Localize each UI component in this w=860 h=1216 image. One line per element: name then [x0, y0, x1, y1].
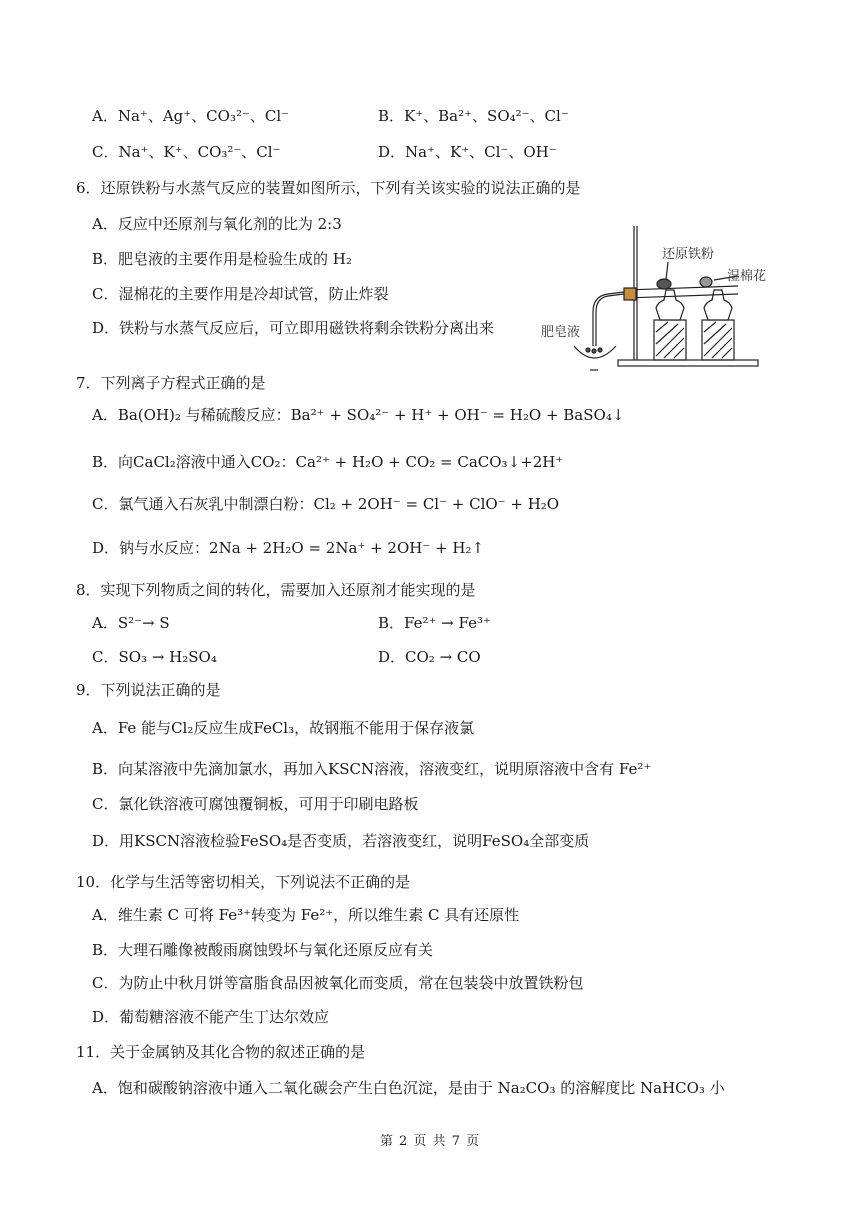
q8-stem: 8．实现下列物质之间的转化，需要加入还原剂才能实现的是 [76, 581, 476, 599]
q6-option-d: D．铁粉与水蒸气反应后，可立即用磁铁将剩余铁粉分离出来 [92, 319, 495, 337]
q5-option-a: A．Na⁺、Ag⁺、CO₃²⁻、Cl⁻ [92, 107, 290, 125]
q7-option-c: C．氯气通入石灰乳中制漂白粉：Cl₂ + 2OH⁻ = Cl⁻ + ClO⁻ + H₂O [92, 495, 560, 513]
label-wet-cotton: 湿棉花 [727, 269, 767, 284]
q6-option-b: B．肥皂液的主要作用是检验生成的 H₂ [92, 250, 352, 268]
q10-stem: 10．化学与生活等密切相关，下列说法不正确的是 [76, 873, 411, 891]
q8-option-b: B．Fe²⁺ → Fe³⁺ [378, 614, 491, 632]
q7-option-d: D．钠与水反应：2Na + 2H₂O = 2Na⁺ + 2OH⁻ + H₂↑ [92, 539, 485, 557]
q9-option-d: D．用KSCN溶液检验FeSO₄是否变质，若溶液变红，说明FeSO₄全部变质 [92, 832, 590, 850]
q5-option-c: C．Na⁺、K⁺、CO₃²⁻、Cl⁻ [92, 143, 281, 161]
label-iron-powder: 还原铁粉 [662, 247, 715, 262]
q5-option-d: D．Na⁺、K⁺、Cl⁻、OH⁻ [378, 143, 557, 161]
q8-option-c: C．SO₃ → H₂SO₄ [92, 648, 217, 666]
q6-option-a: A．反应中还原剂与氧化剂的比为 2:3 [92, 215, 342, 233]
label-soap-solution: 肥皂液 [541, 325, 581, 340]
q11-stem: 11．关于金属钠及其化合物的叙述正确的是 [76, 1043, 366, 1061]
q7-stem: 7．下列离子方程式正确的是 [76, 374, 266, 392]
q10-option-c: C．为防止中秋月饼等富脂食品因被氧化而变质，常在包装袋中放置铁粉包 [92, 974, 584, 992]
q11-option-a: A．饱和碳酸钠溶液中通入二氧化碳会产生白色沉淀，是由于 Na₂CO₃ 的溶解度比 NaHCO₃ 小 [92, 1079, 725, 1097]
q10-option-b: B．大理石雕像被酸雨腐蚀毁坏与氧化还原反应有关 [92, 941, 434, 959]
q5-option-b: B．K⁺、Ba²⁺、SO₄²⁻、Cl⁻ [378, 107, 569, 125]
page-number: 第 2 页 共 7 页 [379, 1134, 481, 1149]
q10-option-d: D．葡萄糖溶液不能产生丁达尔效应 [92, 1008, 330, 1026]
q9-option-a: A．Fe 能与Cl₂反应生成FeCl₃，故钢瓶不能用于保存液氯 [92, 719, 475, 737]
q9-option-b: B．向某溶液中先滴加氯水，再加入KSCN溶液，溶液变红，说明原溶液中含有 Fe²⁺ [92, 760, 652, 778]
q6-option-c: C．湿棉花的主要作用是冷却试管，防止炸裂 [92, 285, 389, 303]
q9-option-c: C．氯化铁溶液可腐蚀覆铜板，可用于印刷电路板 [92, 795, 419, 813]
q7-option-b: B．向CaCl₂溶液中通入CO₂：Ca²⁺ + H₂O + CO₂ = CaCO₃↓+2H⁺ [92, 453, 564, 471]
q10-option-a: A．维生素 C 可将 Fe³⁺转变为 Fe²⁺，所以维生素 C 具有还原性 [92, 906, 520, 924]
q6-stem: 6．还原铁粉与水蒸气反应的装置如图所示，下列有关该实验的说法正确的是 [76, 179, 581, 197]
q9-stem: 9．下列说法正确的是 [76, 681, 221, 699]
q7-option-a: A．Ba(OH)₂ 与稀硫酸反应：Ba²⁺ + SO₄²⁻ + H⁺ + OH⁻ = H₂O + BaSO₄↓ [92, 406, 625, 424]
apparatus-figure [538, 222, 784, 374]
q8-option-d: D．CO₂ → CO [378, 648, 481, 666]
q8-option-a: A．S²⁻→ S [92, 614, 170, 632]
